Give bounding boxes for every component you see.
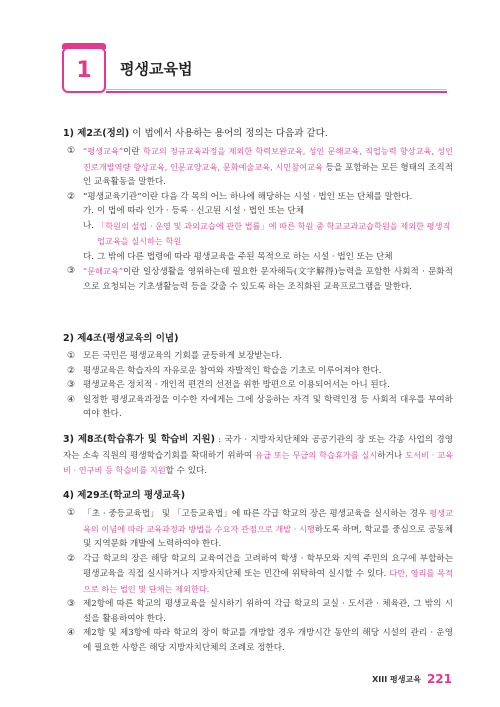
- body-text: 일정한 평생교육과정을 이수한 자에게는 그에 상응하는 자격 및 학력인정 등 사회적 대우를 부여하여야 한다.: [83, 394, 453, 419]
- header-rule: [106, 91, 447, 93]
- sub-clause: 나. 「학원의 설립 · 운영 및 과외교습에 관한 법률」에 따른 학원 중 학교교과교습학원을 제외한 평생직업교육을 실시하는 학원: [83, 220, 451, 246]
- highlighted-text: 학교의 정규교육과정을 제외한 학력보완교육, 성인 문해교육, 직업능력 향상교육, 성인 진로개발역량 향상교육, 인문교양교육, 문화예술교육, 시민참여교육: [83, 146, 453, 172]
- chapter-label: XIII 평생교육: [372, 674, 421, 684]
- clause-item: ① 「초 · 중등교육법」 및 「고등교육법」에 따른 각급 학교의 장은 평생교육을 실시하는 경우 평생교육의 이념에 따라 교육과정과 방법을 수요자 관점으로 개발 · 시행하도록 하며, 학교를 중심으로 공동체 및 지역문화 개발에 노력하여야 한다.: [67, 508, 453, 549]
- body-text: 이 법에 따라 인가 · 등록 · 신고된 시설 · 법인 또는 단체: [97, 206, 305, 216]
- article-section: [63, 332, 453, 422]
- chapter-header: [62, 47, 447, 104]
- body-text: “평생교육기관”이란 다음 각 목의 어느 하나에 해당하는 시설 · 법인 또는 단체를 말한다.: [83, 191, 413, 202]
- clause-item: ② 각급 학교의 장은 해당 학교의 교육여건을 고려하여 학생 · 학부모와 지역 주민의 요구에 부합하는 평생교육을 직접 실시하거나 지방자치단체 또는 민간에 위탁하여 실시할 수 있다. 다만, 영리를 목적으로 하는 법인 및 단체는 제외한다.: [67, 553, 453, 594]
- highlighted-text: “평생교육”: [83, 146, 124, 156]
- clause-item: ③ “문해교육”이란 일상생활을 영위하는데 필요한 문자해득(文字解得)능력을 포함한 사회적 · 문화적으로 요청되는 기초생활능력 등을 갖출 수 있도록 하는 조직화된 교육프로그램을 말한다.: [67, 266, 453, 292]
- section-number-badge: 1: [62, 47, 106, 93]
- body-text: 제2항 및 제3항에 따라 학교의 장이 학교를 개방할 경우 개방시간 동안의 해당 시설의 관리 · 운영에 필요한 사항은 해당 지방자치단체의 조례로 정한다.: [83, 628, 453, 653]
- body-text: 평생교육은 학습자의 자유로운 참여와 자발적인 학습을 기초로 이루어져야 한다.: [83, 365, 382, 376]
- highlighted-text: 평생교육의 이념에 따라 교육과정과 방법을 수요자 관점으로 개발 · 시행: [83, 508, 453, 534]
- highlighted-text: “문해교육”: [83, 266, 124, 276]
- article-heading: 1) 제2조(정의) 이 법에서 사용하는 용어의 정의는 다음과 같다.: [63, 128, 328, 139]
- body-text: 각급 학교의 장은 해당 학교의 교육여건을 고려하여 학생 · 학부모와 지역 주민의 요구에 부합하는 평생교육을 직접 실시하거나 지방자치단체 또는 민간에 위탁하여 실시할 수 있다.: [83, 553, 453, 579]
- page-footer: [372, 672, 452, 686]
- body-text: 하도록 하며, 학교를 중심으로 공동체 및 지역문화 개발에 노력하여야 한다.: [83, 524, 453, 549]
- page-number: 221: [426, 672, 452, 686]
- clause-item: ③ 평생교육은 정치적 · 개인적 편견의 선전을 위한 방편으로 이용되어서는 아니 된다.: [67, 380, 390, 390]
- body-text: 평생교육은 정치적 · 개인적 편견의 선전을 위한 방편으로 이용되어서는 아니 된다.: [83, 380, 390, 390]
- clause-item: ① 모든 국민은 평생교육의 기회를 균등하게 보장받는다.: [67, 351, 283, 361]
- highlighted-text: 유급 또는 무급의 학습휴가를 실시: [255, 449, 378, 460]
- body-text: 제2항에 따른 학교의 평생교육을 실시하기 위하여 각급 학교의 교실 · 도서관 · 체육관, 그 밖의 시설을 활용하여야 한다.: [83, 599, 453, 624]
- highlighted-text: 다만, 영리를 목적으로 하는 법인 및 단체는 제외한다.: [83, 568, 453, 594]
- article-section: [63, 489, 453, 655]
- body-text: 하거나: [377, 450, 406, 461]
- body-text: 등을 포함하는 모든 형태의 조직적인 교육활동을 말한다.: [83, 162, 453, 187]
- article-heading: 2) 제4조(평생교육의 이념): [63, 333, 179, 344]
- article-heading: 4) 제29조(학교의 평생교육): [63, 490, 186, 501]
- clause-item: ② “평생교육기관”이란 다음 각 목의 어느 하나에 해당하는 시설 · 법인 또는 단체를 말한다.: [67, 191, 413, 202]
- article-section: [63, 433, 453, 479]
- clause-item: ② 평생교육은 학습자의 자유로운 참여와 자발적인 학습을 기초로 이루어져야 한다.: [67, 365, 382, 376]
- body-text: 그 밖에 다른 법령에 따라 평생교육을 주된 목적으로 하는 시설 · 법인 또는 단체: [97, 251, 393, 262]
- clause-item: ④ 제2항 및 제3항에 따라 학교의 장이 학교를 개방할 경우 개방시간 동안의 해당 시설의 관리 · 운영에 필요한 사항은 해당 지방자치단체의 조례로 정한다.: [67, 628, 453, 653]
- body-text: 할 수 있다.: [165, 466, 208, 476]
- body-text: 이란 일상생활을 영위하는데 필요한 문자해득(文字解得)능력을 포함한 사회적 · 문화적으로 요청되는 기초생활능력 등을 갖출 수 있도록 하는 조직화된 교육프로그램을 말한다.: [83, 267, 453, 292]
- body-text: 이란: [123, 147, 144, 157]
- sub-clause: 다. 그 밖에 다른 법령에 따라 평생교육을 주된 목적으로 하는 시설 · 법인 또는 단체: [83, 251, 393, 262]
- body-text: 모든 국민은 평생교육의 기회를 균등하게 보장받는다.: [83, 351, 283, 361]
- article-paragraph: 3) 제8조(학습휴가 및 학습비 지원) : 국가 · 지방자치단체와 공공기관의 장 또는 각종 사업의 경영자는 소속 직원의 평생학습기회를 확대하기 위하여 유급 또는 무급의 학습휴가를 실시하거나 도서비 · 교육비 · 연구비 등 학습비를 지원할 수 있다.: [63, 434, 454, 476]
- body-text: 「초 · 중등교육법」 및 「고등교육법」에 따른 각급 학교의 장은 평생교육을 실시하는 경우: [83, 509, 430, 519]
- section-title: 평생교육법: [120, 60, 193, 78]
- clause-item: ① “평생교육”이란 학교의 정규교육과정을 제외한 학력보완교육, 성인 문해교육, 직업능력 향상교육, 성인 진로개발역량 향상교육, 인문교양교육, 문화예술교육, 시민참여교육 등을 포함하는 모든 형태의 조직적인 교육활동을 말한다.: [67, 146, 453, 187]
- sub-clause: 가. 이 법에 따라 인가 · 등록 · 신고된 시설 · 법인 또는 단체: [83, 206, 305, 216]
- article-section: [63, 127, 453, 294]
- highlighted-text: 「학원의 설립 · 운영 및 과외교습에 관한 법률」에 따른 학원 중 학교교과교습학원을 제외한 평생직업교육을 실시하는 학원: [97, 220, 451, 246]
- clause-item: ③ 제2항에 따른 학교의 평생교육을 실시하기 위하여 각급 학교의 교실 · 도서관 · 체육관, 그 밖의 시설을 활용하여야 한다.: [67, 599, 453, 624]
- highlighted-text: 도서비 · 교육비 · 연구비 등 학습비를 지원: [63, 449, 454, 475]
- clause-item: ④ 일정한 평생교육과정을 이수한 자에게는 그에 상응하는 자격 및 학력인정 등 사회적 대우를 부여하여야 한다.: [67, 394, 453, 419]
